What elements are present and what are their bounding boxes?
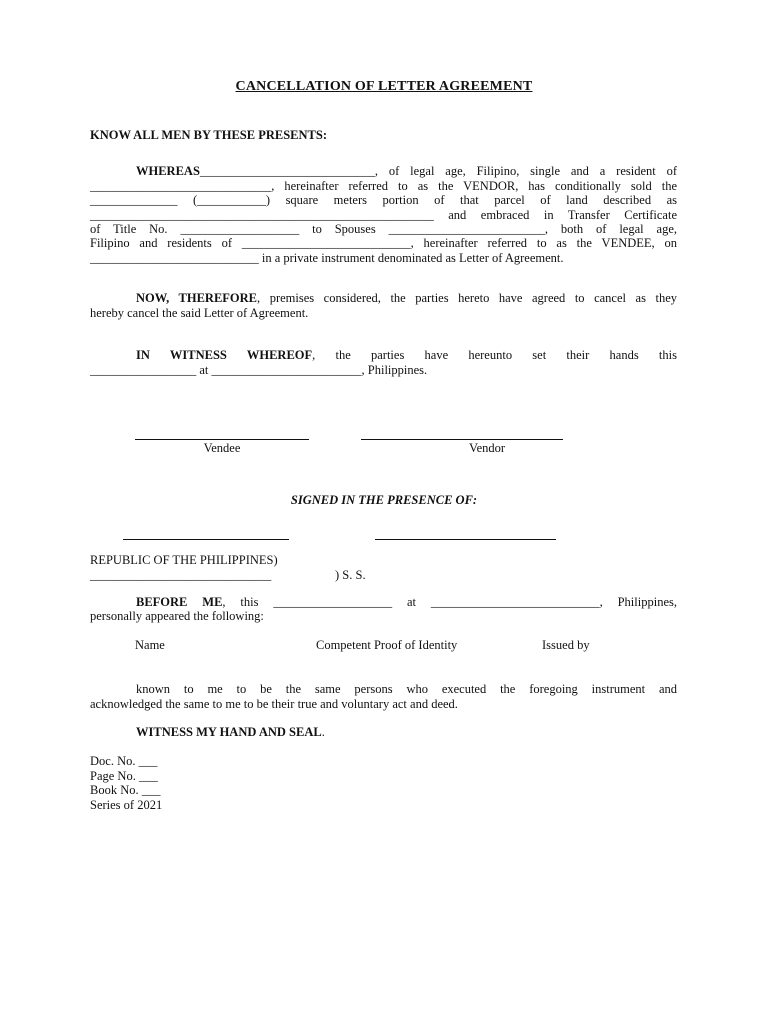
page-no: Page No. ___ <box>90 769 158 783</box>
column-issued-by: Issued by <box>542 638 590 652</box>
whereas-line-7: ___________________________ in a private instrument denominated as Letter of Agreement. <box>90 251 564 265</box>
witness-lead: IN WITNESS WHEREOF <box>136 348 313 362</box>
signed-in-presence-heading: SIGNED IN THE PRESENCE OF: <box>290 493 478 507</box>
vendee-label: Vendee <box>203 441 241 455</box>
republic-line: REPUBLIC OF THE PHILIPPINES) <box>90 553 278 567</box>
witness-signature-line-1 <box>123 539 289 540</box>
before-me-line-1: BEFORE ME, this ___________________ at ___________________________, Philippines, <box>136 595 677 609</box>
venue-blank: _____________________________ <box>90 568 272 582</box>
now-therefore-line-1: NOW, THEREFORE, premises considered, the parties hereto have agreed to cancel as they <box>136 291 677 305</box>
now-therefore-lead: NOW, THEREFORE <box>136 291 258 305</box>
known-line-1: known to me to be the same persons who executed the foregoing instrument and <box>136 682 677 696</box>
known-line-2: acknowledged the same to me to be their true and voluntary act and deed. <box>90 697 458 711</box>
opening-statement: KNOW ALL MEN BY THESE PRESENTS: <box>90 128 327 142</box>
whereas-lead: WHEREAS <box>136 164 200 178</box>
whereas-line-3: ______________ (___________) square meters portion of that parcel of land described as <box>90 193 677 207</box>
whereas-line-6: Filipino and residents of ___________________________, hereinafter referred to as the VENDEE, on <box>90 236 677 250</box>
whereas-line-1: WHEREAS____________________________, of legal age, Filipino, single and a resident of <box>136 164 677 178</box>
series-year: Series of 2021 <box>90 798 163 812</box>
doc-no: Doc. No. ___ <box>90 754 158 768</box>
document-title: CANCELLATION OF LETTER AGREEMENT <box>235 79 533 94</box>
book-no: Book No. ___ <box>90 783 161 797</box>
whereas-line-2: _____________________________, hereinafter referred to as the VENDOR, has conditionally sold the <box>90 179 677 193</box>
ss-marker: ) S. S. <box>335 568 366 582</box>
vendor-label: Vendor <box>468 441 506 455</box>
before-me-lead: BEFORE ME <box>136 595 223 609</box>
whereas-line-4: _______________________________________________________ and embraced in Transfer Certificate <box>90 208 677 222</box>
whereas-line-5: of Title No. ___________________ to Spouses _________________________, both of legal age, <box>90 222 677 236</box>
column-proof-of-identity: Competent Proof of Identity <box>316 638 458 652</box>
vendee-signature-line <box>135 439 309 440</box>
before-me-line-2: personally appeared the following: <box>90 609 264 623</box>
now-therefore-line-2: hereby cancel the said Letter of Agreement. <box>90 306 309 320</box>
witness-signature-line-2 <box>375 539 556 540</box>
column-name: Name <box>135 638 165 652</box>
witness-hand-and-seal: WITNESS MY HAND AND SEAL. <box>136 725 325 739</box>
vendor-signature-line <box>361 439 563 440</box>
witness-line-2: _________________ at ________________________, Philippines. <box>90 363 428 377</box>
witness-line-1: IN WITNESS WHEREOF, the parties have hereunto set their hands this <box>136 348 677 362</box>
